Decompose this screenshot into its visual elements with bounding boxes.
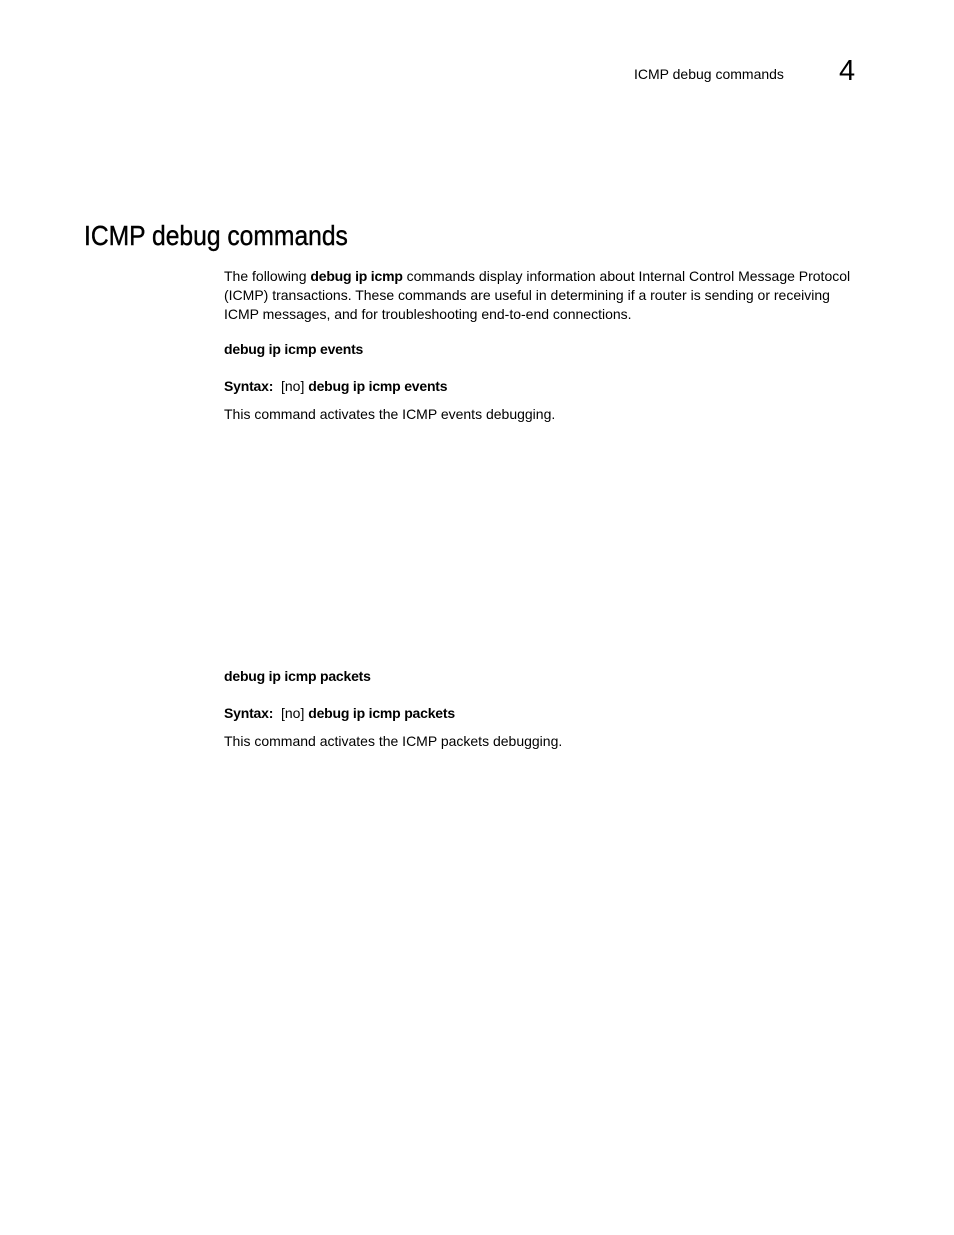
- syntax-command: debug ip icmp events: [308, 378, 448, 394]
- syntax-bracket-close: ]: [300, 705, 305, 721]
- section-title: ICMP debug commands: [84, 220, 348, 251]
- syntax-label: Syntax:: [224, 705, 274, 721]
- syntax-line-packets: [224, 704, 455, 723]
- syntax-bracket-close: ]: [300, 378, 305, 394]
- syntax-no-keyword: no: [284, 705, 301, 721]
- syntax-bracket-open: [: [280, 705, 285, 721]
- command-heading-events: debug ip icmp events: [224, 341, 364, 357]
- intro-paragraph: [224, 267, 864, 324]
- syntax-command: debug ip icmp packets: [308, 705, 455, 721]
- syntax-bracket-open: [: [280, 378, 285, 394]
- running-header: ICMP debug commands: [634, 66, 784, 82]
- intro-command: debug ip icmp: [310, 268, 403, 284]
- command-description-packets: This command activates the ICMP packets debugging.: [224, 733, 563, 749]
- syntax-no-keyword: no: [284, 378, 301, 394]
- intro-text-after: commands display information about Internal Control Message Protocol (ICMP) transactions. These commands are useful in determining if a router is sending or receiving ICMP messages, and for troubleshooting end-to-end connections.: [224, 268, 851, 322]
- command-description-events: This command activates the ICMP events debugging.: [224, 406, 556, 422]
- syntax-label: Syntax:: [224, 378, 274, 394]
- syntax-line-events: [224, 377, 447, 396]
- command-heading-packets: debug ip icmp packets: [224, 668, 371, 684]
- intro-text-before: The following: [224, 268, 311, 284]
- chapter-number: 4: [839, 55, 856, 87]
